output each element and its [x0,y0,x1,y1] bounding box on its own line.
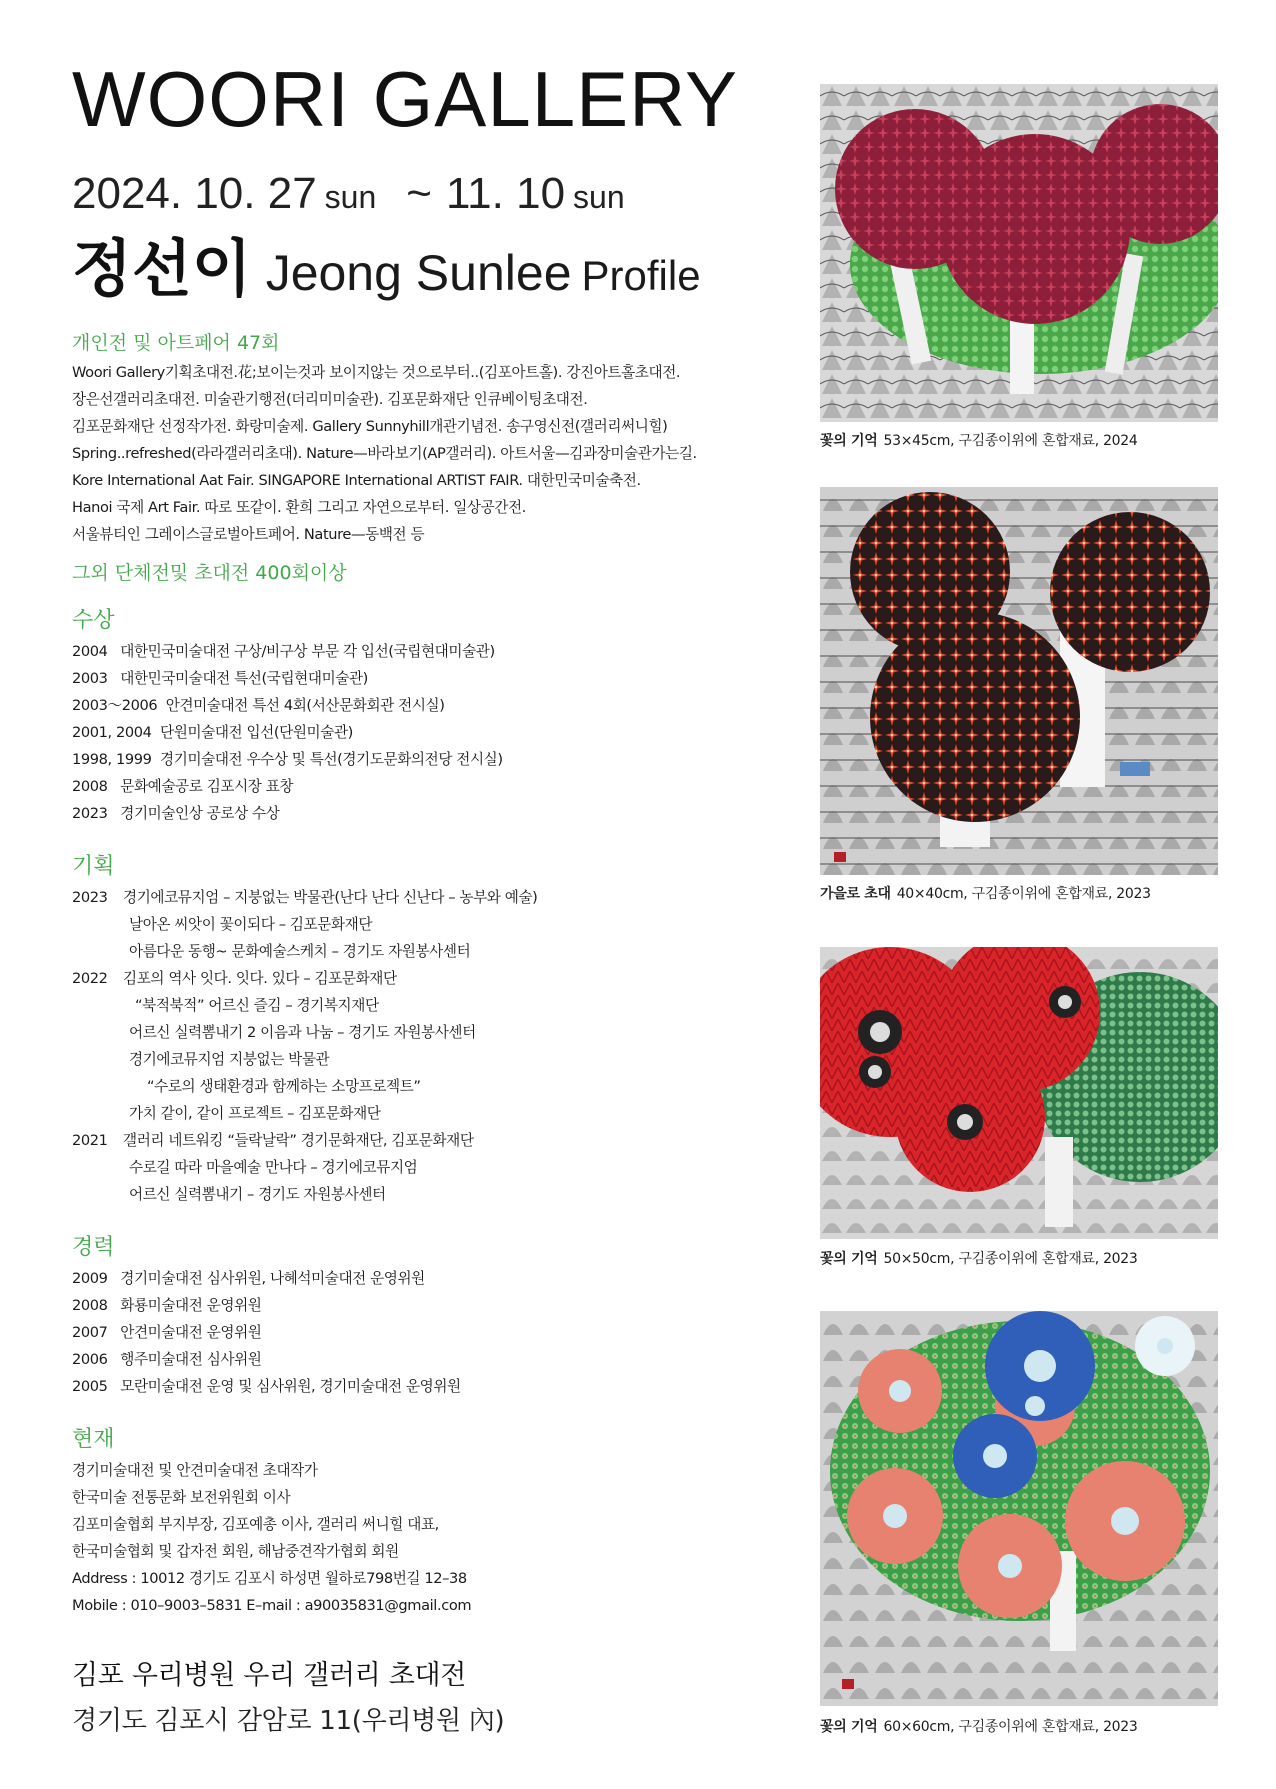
list-item: 어르신 실력뽐내기 2 이음과 나눔 – 경기도 자원봉사센터 [129,1024,476,1041]
list-item [72,1346,812,1373]
artwork-details: 60×60cm, 구김종이위에 혼합재료, 2023 [883,1719,1138,1735]
artwork-caption-2 [820,883,1151,903]
list-item: 한국미술 전통문화 보전위원회 이사 [72,1489,291,1506]
group-exhibitions-heading: 그외 단체전및 초대전 400회이상 [72,562,347,584]
award-text: 대한민국미술대전 특선(국립현대미술관) [120,670,368,687]
career-year: 2009 [72,1270,108,1287]
career-heading: 경력 [72,1235,115,1260]
award-text: 경기미술인상 공로상 수상 [120,805,280,822]
award-year: 2004 [72,643,108,660]
artist-name [72,232,812,305]
artwork-details: 50×50cm, 구김종이위에 혼합재료, 2023 [883,1251,1138,1267]
date-end: 11. 10 [445,169,566,218]
venue-address: 경기도 김포시 감암로 11(우리병원 內) [72,1706,505,1736]
solo-exhibitions-heading: 개인전 및 아트페어 47회 [72,332,280,354]
list-item: “수로의 생태환경과 함께하는 소망프로젝트” [147,1078,421,1095]
career-text: 경기미술대전 심사위원, 나혜석미술대전 운영위원 [120,1270,425,1287]
list-item [72,1292,812,1319]
current-list [72,1457,812,1619]
awards-heading: 수상 [72,608,115,633]
list-item: 수로길 따라 마을예술 만나다 – 경기에코뮤지엄 [129,1159,418,1176]
career-year: 2005 [72,1378,108,1395]
planning-heading: 기획 [72,854,115,879]
career-year: 2008 [72,1297,108,1314]
artwork-image-1 [820,84,1218,422]
award-year: 2008 [72,778,108,795]
solo-exhibitions-list [72,359,812,548]
career-text: 안견미술대전 운영위원 [120,1324,262,1341]
planning-list [72,884,812,1208]
gallery-title: WOORI GALLERY [72,55,739,143]
list-item [72,692,812,719]
artwork-caption-3 [820,1248,1138,1268]
list-item: “북적북적” 어르신 즐김 – 경기복지재단 [135,997,379,1014]
list-item: Kore International Aat Fair. SINGAPORE International ARTIST FAIR. 대한민국미술축전. [72,472,641,489]
artwork-caption-1 [820,430,1138,450]
invitation-title: 김포 우리병원 우리 갤러리 초대전 [72,1660,467,1691]
list-item: 서울뷰티인 그레이스글로벌아트페어. Nature—동백전 등 [72,526,425,543]
list-item [72,1265,812,1292]
career-list [72,1265,812,1400]
date-start-day: sun [324,179,377,215]
list-item: 김포미술협회 부지부장, 김포예총 이사, 갤러리 써니힐 대표, [72,1516,439,1533]
exhibition-dates [72,169,812,218]
date-end-day: sun [573,179,625,215]
award-text: 단원미술대전 입선(단원미술관) [160,724,353,741]
contact-address: Address : 10012 경기도 김포시 하성면 월하로798번길 12–38 [72,1570,467,1587]
artist-name-korean: 정선이 [72,232,252,305]
awards-list [72,638,812,827]
list-item [72,719,812,746]
award-year: 2003 [72,670,108,687]
list-item [72,965,812,992]
artwork-image-4 [820,1311,1218,1706]
list-item: 아름다운 동행~ 문화예술스케치 – 경기도 자원봉사센터 [129,943,471,960]
list-item [72,1319,812,1346]
planning-year: 2023 [72,889,108,906]
list-item: 경기미술대전 및 안견미술대전 초대작가 [72,1462,318,1479]
award-text: 경기미술대전 우수상 및 특선(경기도문화의전당 전시실) [160,751,503,768]
contact-phone-email: Mobile : 010–9003–5831 E–mail : a90035831@gmail.com [72,1597,472,1614]
award-text: 대한민국미술대전 구상/비구상 부문 각 입선(국립현대미술관) [120,643,495,660]
planning-text: 김포의 역사 잇다. 잇다. 있다 – 김포문화재단 [123,970,397,987]
list-item [72,884,812,911]
list-item: 김포문화재단 선정작가전. 화랑미술제. Gallery Sunnyhill개관기념전. 송구영신전(갤러리써니힐) [72,418,668,435]
list-item [72,638,812,665]
artwork-title: 꽃의 기억 [820,433,878,449]
list-item [72,1127,812,1154]
artwork-details: 40×40cm, 구김종이위에 혼합재료, 2023 [896,886,1151,902]
artist-name-english: Jeong Sunlee [265,245,572,301]
artwork-title: 꽃의 기억 [820,1719,878,1735]
artwork-image-3 [820,947,1218,1239]
career-year: 2007 [72,1324,108,1341]
career-text: 행주미술대전 심사위원 [120,1351,262,1368]
list-item [72,773,812,800]
list-item: 가치 같이, 같이 프로젝트 – 김포문화재단 [129,1105,381,1122]
list-item: Spring..refreshed(라라갤러리초대). Nature—바라보기(AP갤러리). 아트서울—김과장미술관가는길. [72,445,697,462]
artwork-caption-4 [820,1716,1138,1736]
award-text: 안견미술대전 특선 4회(서산문화회관 전시실) [165,697,445,714]
award-year: 2001, 2004 [72,724,152,741]
award-year: 1998, 1999 [72,751,152,768]
award-year: 2023 [72,805,108,822]
award-text: 문화예술공로 김포시장 표창 [120,778,294,795]
list-item: Hanoi 국제 Art Fair. 따로 또같이. 환희 그리고 자연으로부터. 일상공간전. [72,499,526,516]
artwork-title: 꽃의 기억 [820,1251,878,1267]
planning-year: 2022 [72,970,108,987]
list-item: 날아온 씨앗이 꽃이되다 – 김포문화재단 [129,916,373,933]
career-year: 2006 [72,1351,108,1368]
career-text: 모란미술대전 운영 및 심사위원, 경기미술대전 운영위원 [120,1378,461,1395]
profile-label: Profile [581,252,701,299]
date-tilde: ~ [406,169,432,218]
planning-text: 경기에코뮤지엄 – 지붕없는 박물관(난다 난다 신난다 – 농부와 예술) [123,889,538,906]
list-item [72,746,812,773]
date-start: 2024. 10. 27 [72,169,317,218]
list-item: 한국미술협회 및 갑자전 회원, 해남중견작가협회 회원 [72,1543,399,1560]
profile-column [72,55,812,1737]
list-item [72,1373,812,1400]
list-item [72,665,812,692]
career-text: 화룡미술대전 운영위원 [120,1297,262,1314]
list-item: 장은선갤러리초대전. 미술관기행전(더리미미술관). 김포문화재단 인큐베이팅초대전. [72,391,588,408]
award-year: 2003～2006 [72,697,158,714]
list-item: Woori Gallery기획초대전.花;보이는것과 보이지않는 것으로부터..(김포아트홀). 강진아트홀초대전. [72,364,681,381]
planning-text: 갤러리 네트워킹 “들락날락” 경기문화재단, 김포문화재단 [123,1132,474,1149]
artwork-title: 가을로 초대 [820,886,891,902]
current-heading: 현재 [72,1427,115,1452]
planning-year: 2021 [72,1132,108,1149]
list-item: 경기에코뮤지엄 지붕없는 박물관 [129,1051,330,1068]
list-item [72,800,812,827]
list-item: 어르신 실력뽐내기 – 경기도 자원봉사센터 [129,1186,386,1203]
artwork-details: 53×45cm, 구김종이위에 혼합재료, 2024 [883,433,1138,449]
artwork-image-2 [820,487,1218,875]
